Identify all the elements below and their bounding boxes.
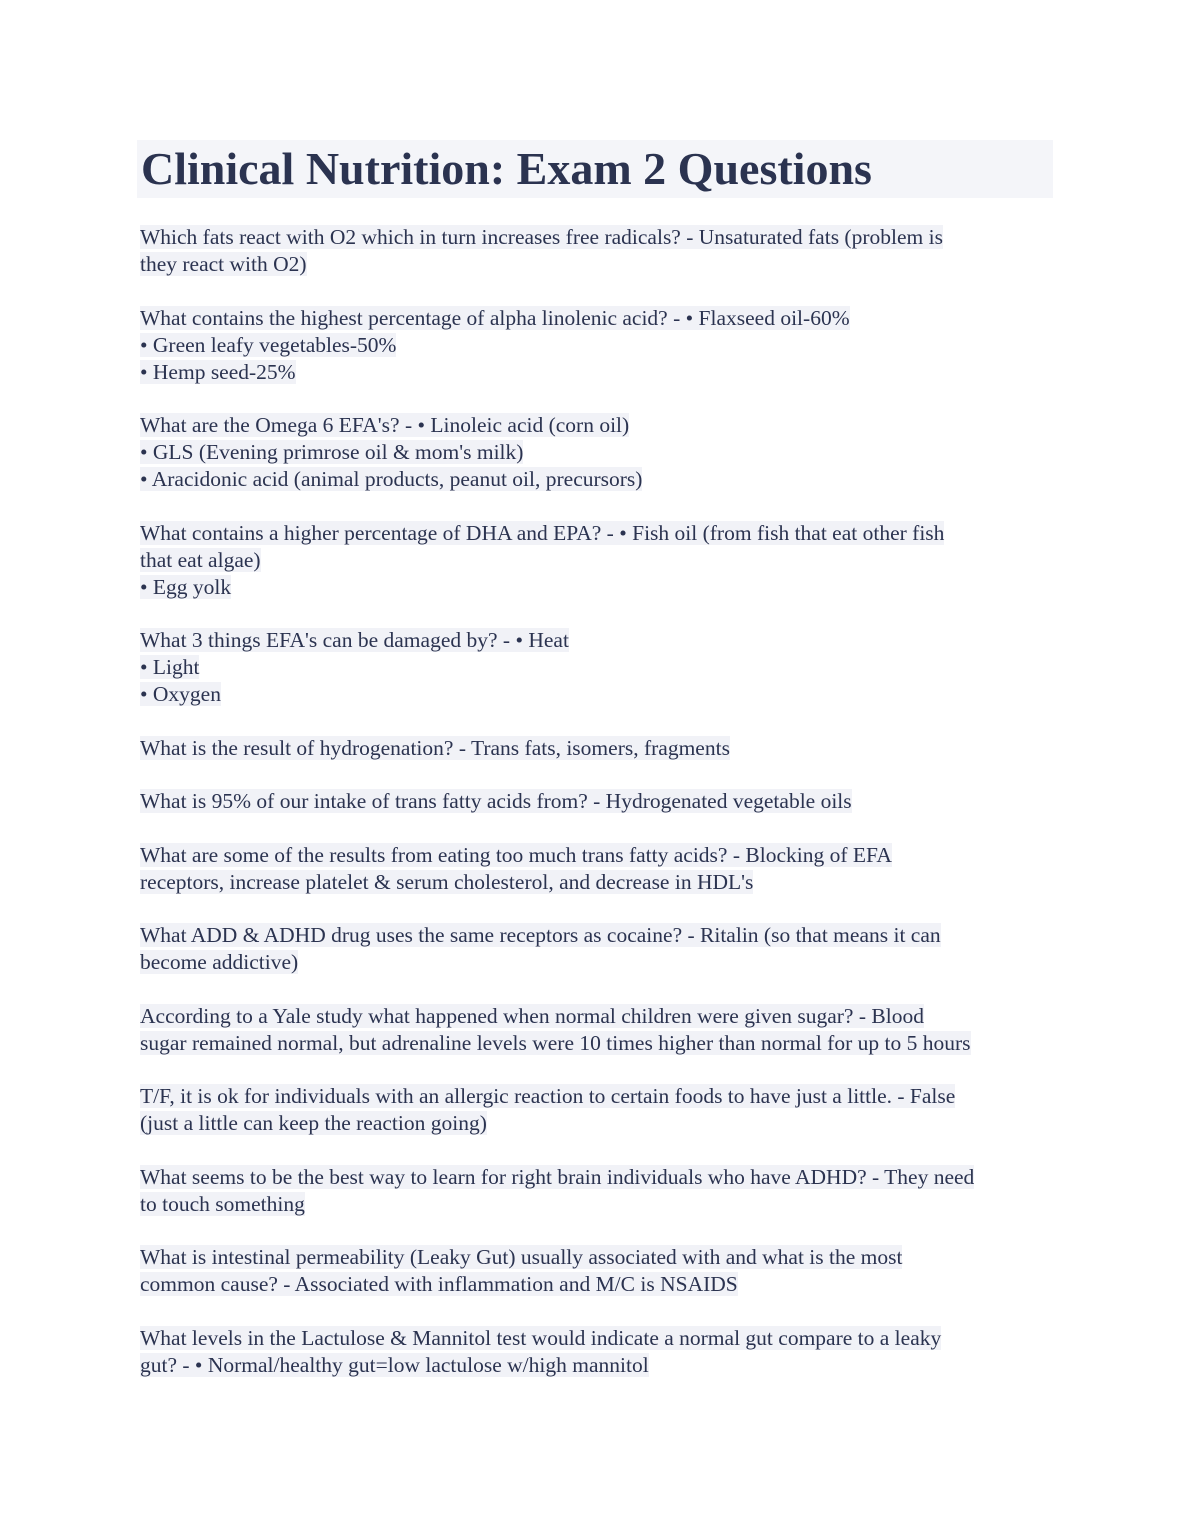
qa-line: • Aracidonic acid (animal products, peanut oil, precursors) (140, 467, 643, 491)
qa-line: What ADD & ADHD drug uses the same receptors as cocaine? - Ritalin (so that means it can (140, 923, 941, 947)
qa-item (137, 735, 1053, 762)
qa-item (137, 922, 1053, 976)
qa-item (137, 842, 1053, 896)
qa-item (137, 224, 1053, 278)
qa-line: (just a little can keep the reaction going) (140, 1111, 487, 1135)
page-title: Clinical Nutrition: Exam 2 Questions (141, 143, 872, 194)
qa-line: What 3 things EFA's can be damaged by? - • Heat (140, 628, 569, 652)
qa-line: • Oxygen (140, 682, 221, 706)
qa-line: What levels in the Lactulose & Mannitol test would indicate a normal gut compare to a leaky (140, 1325, 942, 1350)
qa-item (137, 1083, 1053, 1137)
qa-line: they react with O2) (140, 252, 307, 276)
document-page (137, 140, 1053, 1405)
qa-item (137, 520, 1053, 601)
qa-line: According to a Yale study what happened when normal children were given sugar? - Blood (140, 1003, 924, 1028)
qa-item (137, 1003, 1053, 1057)
qa-line: • Green leafy vegetables-50% (140, 332, 397, 357)
qa-line: What contains the highest percentage of alpha linolenic acid? - • Flaxseed oil-60% (140, 305, 850, 330)
qa-line: • Hemp seed-25% (140, 359, 296, 384)
qa-item (137, 1244, 1053, 1298)
qa-line: T/F, it is ok for individuals with an allergic reaction to certain foods to have just a little. - False (140, 1084, 956, 1108)
qa-line: What is the result of hydrogenation? - Trans fats, isomers, fragments (140, 735, 730, 760)
qa-item (137, 788, 1053, 815)
qa-item (137, 1325, 1053, 1379)
qa-line: common cause? - Associated with inflammation and M/C is NSAIDS (140, 1272, 738, 1296)
qa-line: • GLS (Evening primrose oil & mom's milk) (140, 440, 524, 464)
qa-line: • Light (140, 655, 200, 679)
qa-line: • Egg yolk (140, 574, 232, 599)
qa-item (137, 412, 1053, 493)
qa-line: that eat algae) (140, 547, 261, 572)
qa-line: become addictive) (140, 950, 299, 974)
qa-item (137, 1164, 1053, 1218)
qa-line: What are some of the results from eating too much trans fatty acids? - Blocking of EFA (140, 842, 892, 867)
qa-line: sugar remained normal, but adrenaline levels were 10 times higher than normal for up to 5 hours (140, 1030, 971, 1055)
qa-line: What are the Omega 6 EFA's? - • Linoleic acid (corn oil) (140, 413, 630, 437)
title-banner (137, 140, 1053, 198)
qa-line: gut? - • Normal/healthy gut=low lactulose w/high mannitol (140, 1352, 649, 1377)
qa-line: What contains a higher percentage of DHA and EPA? - • Fish oil (from fish that eat other fish (140, 520, 945, 545)
qa-line: to touch something (140, 1191, 305, 1216)
qa-item (137, 305, 1053, 386)
qa-line: Which fats react with O2 which in turn increases free radicals? - Unsaturated fats (problem is (140, 225, 943, 249)
qa-item (137, 627, 1053, 708)
qa-line: What seems to be the best way to learn for right brain individuals who have ADHD? - They need (140, 1164, 975, 1189)
qa-line: What is 95% of our intake of trans fatty acids from? - Hydrogenated vegetable oils (140, 789, 852, 813)
qa-line: receptors, increase platelet & serum cholesterol, and decrease in HDL's (140, 869, 754, 894)
qa-line: What is intestinal permeability (Leaky Gut) usually associated with and what is the most (140, 1245, 903, 1269)
